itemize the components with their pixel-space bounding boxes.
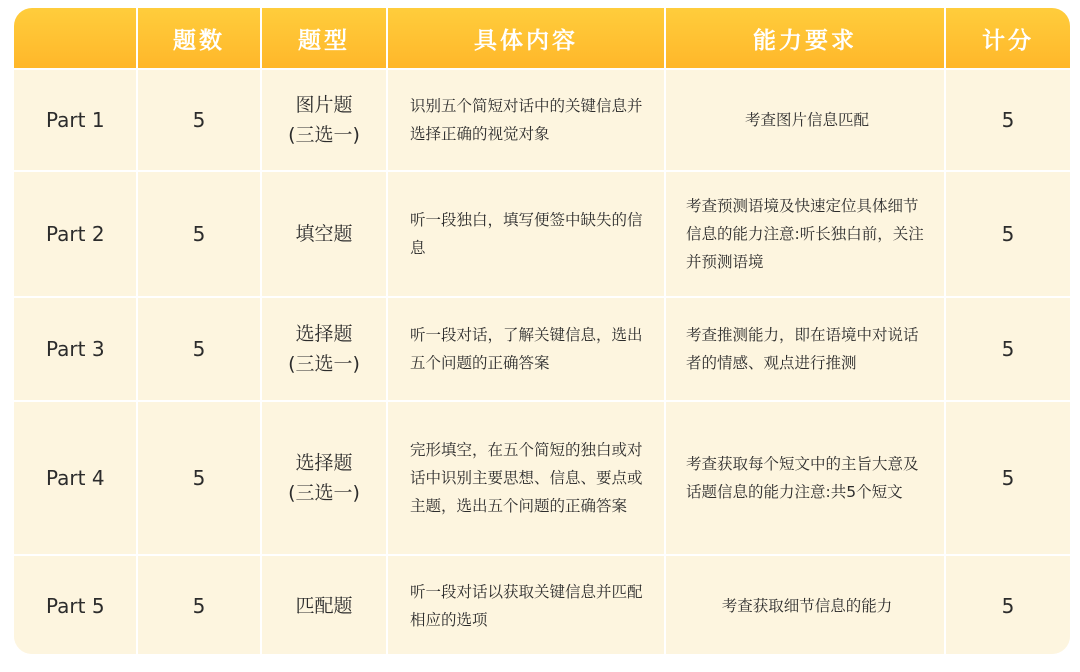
table-row xyxy=(14,556,1070,654)
table-row xyxy=(14,172,1070,298)
score-cell: 5 xyxy=(946,172,1070,298)
score-cell: 5 xyxy=(946,402,1070,556)
question-type-name: 图片题 xyxy=(295,94,353,116)
table-row xyxy=(14,402,1070,556)
question-type-note: (三选一) xyxy=(288,482,360,504)
question-type-note: (三选一) xyxy=(288,124,360,146)
question-type xyxy=(262,70,388,172)
header-count: 题数 xyxy=(138,8,262,70)
content-cell: 听一段独白，填写便签中缺失的信息 xyxy=(388,172,666,298)
question-count: 5 xyxy=(138,172,262,298)
question-type xyxy=(262,298,388,402)
header-score: 计分 xyxy=(946,8,1070,70)
part-label: Part 4 xyxy=(14,402,138,556)
score-cell: 5 xyxy=(946,556,1070,654)
score-cell: 5 xyxy=(946,298,1070,402)
table-row xyxy=(14,298,1070,402)
content-cell: 听一段对话以获取关键信息并匹配相应的选项 xyxy=(388,556,666,654)
question-count: 5 xyxy=(138,70,262,172)
ability-cell: 考查获取细节信息的能力 xyxy=(666,556,946,654)
ability-cell: 考查获取每个短文中的主旨大意及话题信息的能力注意:共5个短文 xyxy=(666,402,946,556)
question-type-name: 填空题 xyxy=(295,223,353,245)
ability-cell: 考查推测能力，即在语境中对说话者的情感、观点进行推测 xyxy=(666,298,946,402)
table-header-row xyxy=(14,8,1070,70)
question-type-note: (三选一) xyxy=(288,353,360,375)
part-label: Part 2 xyxy=(14,172,138,298)
question-count: 5 xyxy=(138,402,262,556)
exam-structure-table-card xyxy=(14,8,1070,654)
header-part xyxy=(14,8,138,70)
part-label: Part 5 xyxy=(14,556,138,654)
exam-structure-table xyxy=(14,8,1070,654)
table-row xyxy=(14,70,1070,172)
score-cell: 5 xyxy=(946,70,1070,172)
part-label: Part 3 xyxy=(14,298,138,402)
question-type-name: 选择题 xyxy=(295,452,353,474)
content-cell: 听一段对话，了解关键信息，选出五个问题的正确答案 xyxy=(388,298,666,402)
content-cell: 完形填空，在五个简短的独白或对话中识别主要思想、信息、要点或主题，选出五个问题的正确答案 xyxy=(388,402,666,556)
ability-cell: 考查预测语境及快速定位具体细节信息的能力注意:听长独白前，关注并预测语境 xyxy=(666,172,946,298)
header-type: 题型 xyxy=(262,8,388,70)
question-type xyxy=(262,402,388,556)
question-type-name: 选择题 xyxy=(295,323,353,345)
ability-cell: 考查图片信息匹配 xyxy=(666,70,946,172)
header-ability: 能力要求 xyxy=(666,8,946,70)
content-cell: 识别五个简短对话中的关键信息并选择正确的视觉对象 xyxy=(388,70,666,172)
part-label: Part 1 xyxy=(14,70,138,172)
question-type-name: 匹配题 xyxy=(295,595,353,617)
question-type xyxy=(262,172,388,298)
question-count: 5 xyxy=(138,298,262,402)
question-type xyxy=(262,556,388,654)
question-count: 5 xyxy=(138,556,262,654)
header-content: 具体内容 xyxy=(388,8,666,70)
